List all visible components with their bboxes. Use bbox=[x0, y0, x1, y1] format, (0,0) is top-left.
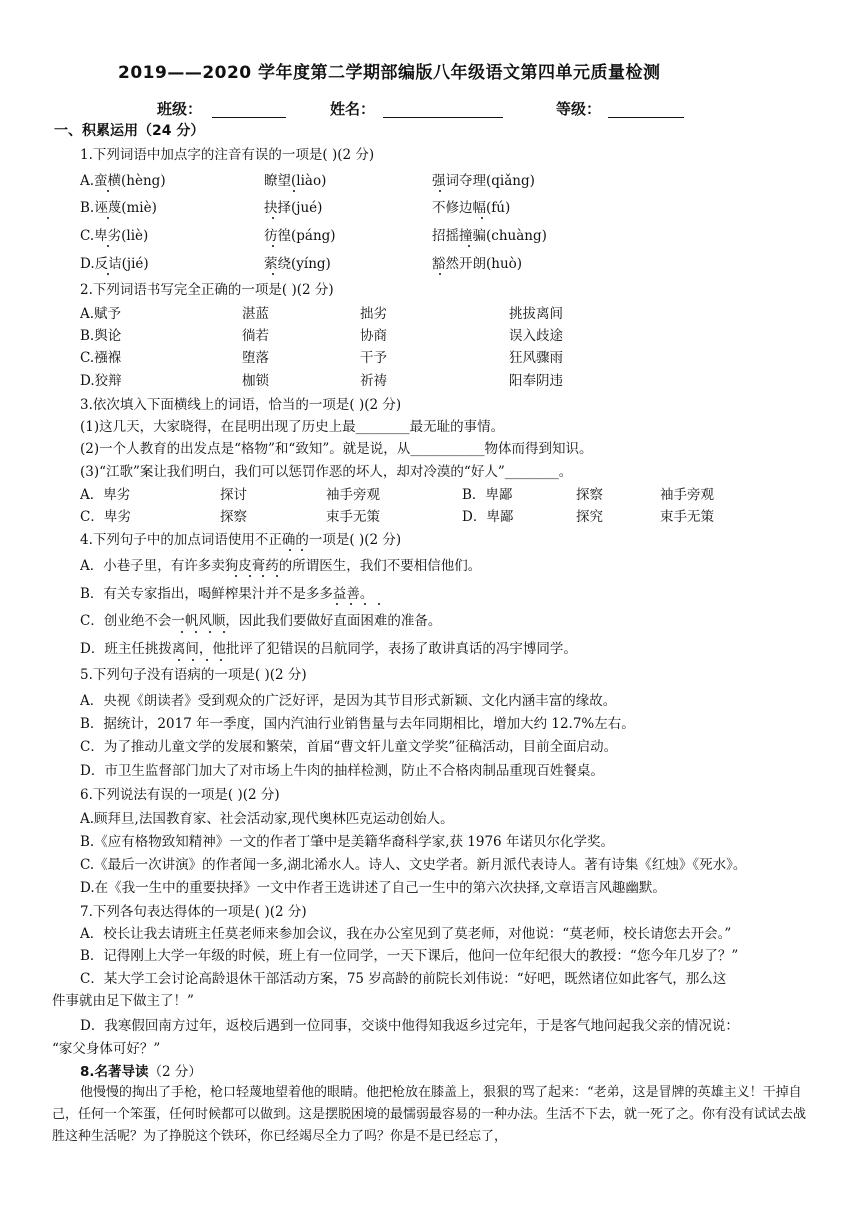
emphasis-dot bbox=[181, 631, 183, 633]
emphasis-dot bbox=[195, 631, 197, 633]
emphasis-dot bbox=[350, 603, 352, 605]
q5-option-a: A．央视《朗读者》受到观众的广泛好评，是因为其节目形式新颖、文化内涵丰富的缘故。 bbox=[80, 693, 617, 709]
q2-b-4: 误入歧途 bbox=[509, 328, 563, 344]
q8-points: （2 分） bbox=[148, 1064, 202, 1080]
q2-a-3: 拙劣 bbox=[360, 306, 387, 322]
q2-a-2: 湛蓝 bbox=[242, 306, 269, 322]
q3-opt-a-3: 袖手旁观 bbox=[326, 487, 380, 503]
emphasis-dot bbox=[107, 190, 109, 192]
q6-option-c: C.《最后一次讲演》的作者闻一多,湖北浠水人。诗人、文史学者。新月派代表诗人。著有诗集《红烛》《死水》。 bbox=[80, 857, 747, 873]
q3-opt-a-1: A．卑劣 bbox=[80, 487, 131, 503]
q1-c-2: 彷徨(páng) bbox=[264, 228, 336, 244]
q2-b-1: B.舆论 bbox=[80, 328, 122, 344]
grade-blank bbox=[608, 117, 684, 118]
q2-d-3: 祈祷 bbox=[360, 373, 387, 389]
q1-d-2: 萦绕(yíng) bbox=[264, 256, 331, 272]
emphasis-dot bbox=[378, 603, 380, 605]
q2-d-2: 枷锁 bbox=[242, 373, 269, 389]
q3-opt-d-1: D．卑鄙 bbox=[462, 509, 514, 525]
emphasis-dot bbox=[220, 659, 222, 661]
emphasis-dot bbox=[289, 549, 291, 551]
q5-stem: 5.下列句子没有语病的一项是( )(2 分) bbox=[80, 667, 307, 683]
q1-c-3: 招摇撞骗(chuàng) bbox=[432, 228, 547, 244]
q3-sentence-2: (2)一个人教育的出发点是“格物”和“致知”。就是说，从___________物体而得到知识。 bbox=[80, 441, 593, 457]
q1-b-3: 不修边幅(fú) bbox=[432, 200, 511, 216]
q2-d-4: 阳奉阴违 bbox=[509, 373, 563, 389]
page-title: 2019——2020 学年度第二学期部编版八年级语文第四单元质量检测 bbox=[118, 63, 661, 83]
q2-a-4: 挑拔离间 bbox=[509, 306, 563, 322]
q6-option-b: B.《应有格物致知精神》一文的作者丁肇中是美籍华裔科学家,获 1976 年诺贝尔化学奖。 bbox=[80, 834, 614, 850]
q8-heading-text: 8.名著导读 bbox=[80, 1064, 149, 1080]
q3-opt-b-1: B．卑鄙 bbox=[462, 487, 513, 503]
q3-opt-b-3: 袖手旁观 bbox=[660, 487, 714, 503]
emphasis-dot bbox=[439, 190, 441, 192]
q2-a-1: A.赋予 bbox=[80, 306, 122, 322]
emphasis-dot bbox=[192, 659, 194, 661]
q2-c-3: 干予 bbox=[360, 350, 387, 366]
q1-b-1: B.诬蔑(miè) bbox=[80, 200, 157, 216]
emphasis-dot bbox=[439, 273, 441, 275]
q3-opt-c-1: C．卑劣 bbox=[80, 509, 131, 525]
q4-option-d: D．班主任挑拨离间，他批评了犯错误的吕航同学，表扬了敢讲真话的冯宇博同学。 bbox=[80, 641, 577, 657]
emphasis-dot bbox=[272, 245, 274, 247]
name-label: 姓名： bbox=[330, 100, 376, 118]
emphasis-dot bbox=[209, 631, 211, 633]
q3-opt-d-3: 束手无策 bbox=[660, 509, 714, 525]
q3-opt-c-2: 探察 bbox=[220, 509, 247, 525]
q7-option-b: B．记得刚上大学一年级的时候，班上有一位同学，一天下课后，他问一位年纪很大的教授：“您今年几岁了？” bbox=[80, 948, 739, 964]
q1-stem: 1.下列词语中加点字的注音有误的一项是( )(2 分) bbox=[80, 147, 375, 163]
emphasis-dot bbox=[206, 659, 208, 661]
q3-opt-c-3: 束手无策 bbox=[326, 509, 380, 525]
q5-option-d: D．市卫生监督部门加大了对市场上牛肉的抽样检测，防止不合格肉制品重现百姓餐桌。 bbox=[80, 763, 604, 779]
q6-option-a: A.顾拜旦,法国教育家、社会活动家,现代奥林匹克运动创始人。 bbox=[80, 811, 454, 827]
section-heading: 一、积累运用（24 分） bbox=[54, 123, 205, 139]
q6-stem: 6.下列说法有误的一项是( )(2 分) bbox=[80, 787, 280, 803]
q5-option-c: C．为了推动儿童文学的发展和繁荣，首届“曹文轩儿童文学奖”征稿活动，目前全面启动。 bbox=[80, 739, 618, 755]
q7-option-d-line2: “家父身体可好？” bbox=[52, 1041, 161, 1057]
q7-option-a: A．校长让我去请班主任莫老师来参加会议，我在办公室见到了莫老师，对他说：“莫老师，校长请您去开会。” bbox=[80, 926, 732, 942]
emphasis-dot bbox=[301, 549, 303, 551]
class-label: 班级： bbox=[157, 100, 203, 118]
q2-b-3: 协商 bbox=[360, 328, 387, 344]
emphasis-dot bbox=[481, 217, 483, 219]
emphasis-dot bbox=[272, 273, 274, 275]
q4-option-a: A．小巷子里，有许多卖狗皮膏药的所谓医生，我们不要相信他们。 bbox=[80, 558, 482, 574]
grade-label: 等级： bbox=[556, 100, 602, 118]
q1-b-2: 抉择(jué) bbox=[264, 200, 323, 216]
q1-a-3: 强词夺理(qiǎng) bbox=[432, 173, 535, 189]
emphasis-dot bbox=[276, 575, 278, 577]
q7-stem: 7.下列各句表达得体的一项是( )(2 分) bbox=[80, 904, 307, 920]
q5-option-b: B．据统计，2017 年一季度，国内汽油行业销售量与去年同期相比，增加大约 12.7%左右。 bbox=[80, 716, 635, 732]
q1-c-1: C.卑劣(liè) bbox=[80, 228, 149, 244]
q4-stem: 4.下列句子中的加点词语使用不正确的一项是( )(2 分) bbox=[80, 532, 402, 548]
q8-heading bbox=[80, 1063, 202, 1081]
q4-option-c: C．创业绝不会一帆风顺，因此我们要做好直面困难的准备。 bbox=[80, 613, 442, 629]
name-blank bbox=[383, 117, 503, 118]
q3-opt-b-2: 探察 bbox=[576, 487, 603, 503]
q1-a-1: A.蛮横(hèng) bbox=[80, 173, 166, 189]
emphasis-dot bbox=[107, 245, 109, 247]
q7-option-c-line1: C．某大学工会讨论高龄退休干部活动方案，75 岁高龄的前院长刘伟说：“好吧，既然诸位如此客气，那么这 bbox=[80, 971, 727, 987]
emphasis-dot bbox=[262, 575, 264, 577]
emphasis-dot bbox=[336, 603, 338, 605]
q1-d-1: D.反诘(jié) bbox=[80, 256, 149, 272]
q2-d-1: D.狡辩 bbox=[80, 373, 122, 389]
emphasis-dot bbox=[178, 659, 180, 661]
emphasis-dot bbox=[293, 190, 295, 192]
q2-c-2: 堕落 bbox=[242, 350, 269, 366]
q3-sentence-3: (3)“江歌”案让我们明白，我们可以惩罚作恶的坏人，却对冷漠的“好人”________。 bbox=[80, 464, 573, 480]
emphasis-dot bbox=[107, 217, 109, 219]
emphasis-dot bbox=[364, 603, 366, 605]
q1-a-2: 瞭望(liào) bbox=[264, 173, 327, 189]
q4-option-b: B．有关专家指出，喝鲜榨果汁并不是多多益善。 bbox=[80, 586, 374, 602]
q2-stem: 2.下列词语书写完全正确的一项是( )(2 分) bbox=[80, 282, 334, 298]
emphasis-dot bbox=[272, 217, 274, 219]
emphasis-dot bbox=[107, 273, 109, 275]
emphasis-dot bbox=[249, 575, 251, 577]
q3-opt-a-2: 探讨 bbox=[220, 487, 247, 503]
q1-d-3: 豁然开朗(huò) bbox=[432, 256, 523, 272]
q3-sentence-1: (1)这几天，大家晓得，在昆明出现了历史上最________最无耻的事情。 bbox=[80, 419, 505, 435]
q2-c-1: C.襁褓 bbox=[80, 350, 122, 366]
emphasis-dot bbox=[223, 631, 225, 633]
q3-stem: 3.依次填入下面横线上的词语，恰当的一项是( )(2 分) bbox=[80, 397, 402, 413]
emphasis-dot bbox=[235, 575, 237, 577]
q2-c-4: 狂风骤雨 bbox=[509, 350, 563, 366]
emphasis-dot bbox=[468, 245, 470, 247]
class-blank bbox=[212, 117, 286, 118]
q6-option-d: D.在《我一生中的重要抉择》一文中作者王选讲述了自己一生中的第六次抉择,文章语言风趣幽默。 bbox=[80, 880, 666, 896]
q3-opt-d-2: 探究 bbox=[576, 509, 603, 525]
q7-option-d-line1: D．我寒假回南方过年，返校后遇到一位同事，交谈中他得知我返乡过完年，于是客气地问起我父亲的情况说： bbox=[80, 1018, 739, 1034]
q2-b-2: 徜若 bbox=[242, 328, 269, 344]
q8-passage: 他慢慢的掏出了手枪，枪口轻蔑地望着他的眼睛。他把枪放在膝盖上，狠狠的骂了起来：“老弟，这是冒牌的英雄主义！干掉自己，任何一个笨蛋，任何时候都可以做到。这是摆脱困境的最懦弱最容易的一种办法。生活不下去，就一死了之。你有没有试试去战胜这种生活呢？为了挣脱这个铁环，你已经竭尽全力了吗？你是不是已经忘了， bbox=[52, 1085, 807, 1144]
q7-option-c-line2: 件事就由足下做主了！” bbox=[52, 993, 194, 1009]
